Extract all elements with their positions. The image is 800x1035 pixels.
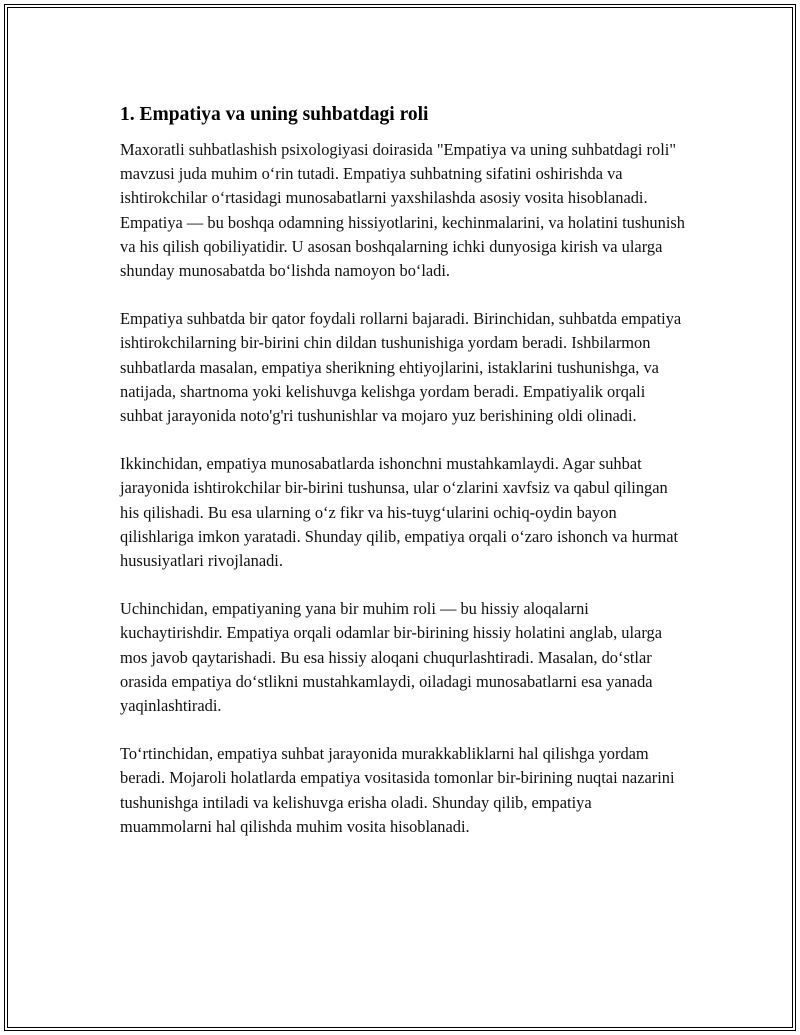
page-frame (4, 4, 796, 1031)
paragraph-intro: Maxoratli suhbatlashish psixologiyasi doirasida "Empatiya va uning suhbatdagi roli" mavzusi juda muhim o‘rin tutadi. Empatiya suhbatning sifatini oshirishda va ishtirokchilar o‘rtasidagi munosabatlarni yaxshilashda asosiy vosita hisoblanadi. Empatiya — bu boshqa odamning hissiyotlarini, kechinmalarini, va holatini tushunish va his qilish qobiliyatidir. U asosan boshqalarning ichki dunyosiga kirish va ularga shunday munosabatda bo‘lishda namoyon bo‘ladi. (120, 140, 685, 281)
paragraph-second-role: Ikkinchidan, empatiya munosabatlarda ishonchni mustahkamlaydi. Agar suhbat jarayonida ishtirokchilar bir-birini tushunsa, ular o‘zlarini xavfsiz va qabul qilingan his qilishadi. Bu esa ularning o‘z fikr va his-tuyg‘ularini ochiq-oydin bayon qilishlariga imkon yaratadi. Shunday qilib, empatiya orqali o‘zaro ishonch va hurmat hususiyatlari rivojlanadi. (120, 454, 679, 571)
paragraph-first-role: Empatiya suhbatda bir qator foydali rollarni bajaradi. Birinchidan, suhbatda empatiya ishtirokchilarning bir-birini chin dildan tushunishiga yordam beradi. Ishbilarmon suhbatlarda masalan, empatiya sherikning ehtiyojlarini, istaklarini tushunishga, va natijada, shartnoma yoki kelishuvga kelishga yordam beradi. Empatiyalik orqali suhbat jarayonida noto'g'ri tushunishlar va mojaro yuz berishining oldi olinadi. (120, 309, 682, 426)
paragraph-third-role: Uchinchidan, empatiyaning yana bir muhim roli — bu hissiy aloqalarni kuchaytirishdir. Empatiya orqali odamlar bir-birining hissiy holatini anglab, ularga mos javob qaytarishadi. Bu esa hissiy aloqani chuqurlashtiradi. Masalan, do‘stlar orasida empatiya do‘stlikni mustahkamlaydi, oiladagi munosabatlarni esa yanada yaqinlashtiradi. (120, 599, 662, 716)
section-heading: 1. Empatiya va uning suhbatdagi roli (120, 104, 429, 125)
paragraph-fourth-role: To‘rtinchidan, empatiya suhbat jarayonida murakkabliklarni hal qilishga yordam beradi. Mojaroli holatlarda empatiya vositasida tomonlar bir-birining nuqtai nazarini tushunishga intiladi va kelishuvga erisha oladi. Shunday qilib, empatiya muammolarni hal qilishda muhim vosita hisoblanadi. (120, 744, 675, 836)
document-body (120, 102, 686, 863)
